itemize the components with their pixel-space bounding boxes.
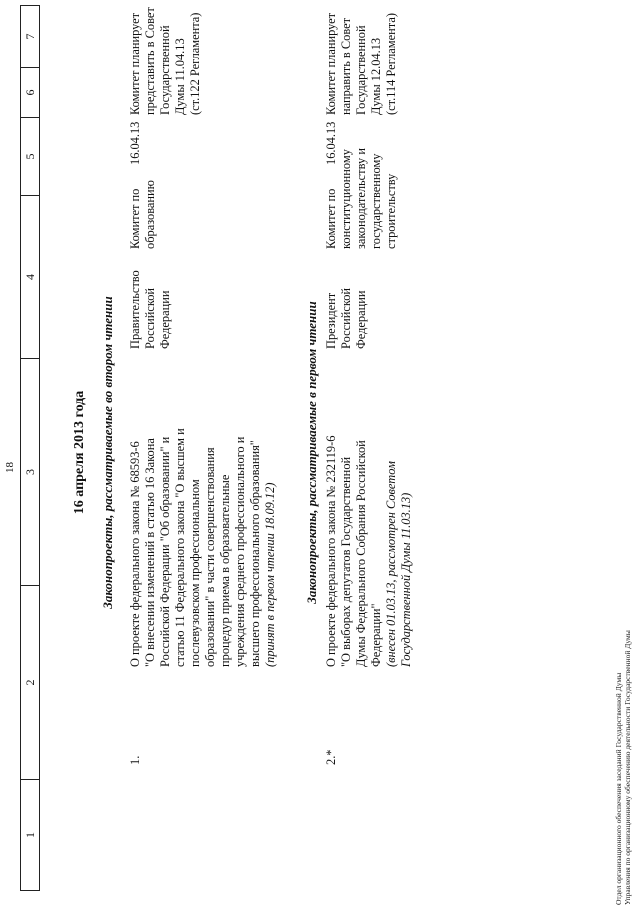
committee-line: Комитет по	[324, 188, 338, 249]
bill-title-line: высшего профессионального образования"	[248, 440, 262, 667]
bill-title-line: Российской Федерации "Об образовании" и	[158, 436, 172, 667]
decision-line: Государственной	[354, 25, 368, 115]
initiator-line: Правительство	[128, 270, 142, 349]
bill-note: Государственной Думы 11.03.13)	[399, 492, 413, 667]
bill-note: (принят в первом чтении 18.09.12)	[263, 482, 277, 667]
bill-title-line: Думы Федерального Собрания Российской	[354, 440, 368, 667]
row-number: 1.	[128, 755, 142, 765]
review-date: 16.04.13	[128, 121, 142, 165]
committee-line: строительству	[384, 173, 398, 249]
committee-line: образованию	[143, 180, 157, 249]
row-number: 2.*	[324, 749, 338, 765]
decision-line: направить в Совет	[339, 17, 353, 115]
bill-title-line: образовании" в части совершенствования	[203, 447, 217, 667]
column-header-6: 6	[20, 67, 40, 117]
column-header-4: 4	[20, 195, 40, 358]
bill-title-line: процедур приема в образовательные	[218, 474, 232, 667]
initiator	[128, 239, 173, 349]
bill-title-line: "О внесении изменений в статью 16 Закона	[143, 438, 157, 667]
decision-line: Думы 11.04.13	[173, 38, 187, 115]
section-heading-second-reading: Законопроекты, рассматриваемые во втором чтении	[100, 296, 115, 609]
footer-line: Управления по организационному обеспечению деятельности Государственной Думы	[623, 630, 632, 905]
bill-title-line: О проекте федерального закона № 232119-6	[324, 435, 338, 667]
decision-line: Комитет планирует	[324, 12, 338, 115]
bill-title-line: "О выборах депутатов Государственной	[339, 456, 353, 667]
bill-title-line: учреждения среднего профессионального и	[233, 436, 247, 667]
decision-line: Думы 12.04.13	[369, 37, 383, 115]
initiator-line: Федерации	[158, 290, 172, 349]
committee-line: конституционному	[339, 149, 353, 249]
bill-title-line: Федерации"	[369, 603, 383, 667]
decision-line: (ст.122 Регламента)	[188, 12, 202, 115]
decision-line: Комитет планирует	[128, 12, 142, 115]
decision-line: (ст.114 Регламента)	[384, 13, 398, 115]
committee-line: государственному	[369, 153, 383, 249]
column-header-3: 3	[20, 358, 40, 585]
column-header-1: 1	[20, 779, 40, 891]
initiator-line: Президент	[324, 292, 338, 349]
bill-note: (внесен 01.03.13, рассмотрен Советом	[384, 461, 398, 667]
column-header-7: 7	[20, 5, 40, 67]
page-number: 18	[4, 462, 16, 473]
decision	[128, 0, 203, 115]
bill-title-line: О проекте федерального закона № 68593-6	[128, 441, 142, 667]
decision-line: представить в Совет	[143, 7, 157, 115]
section-heading-first-reading: Законопроекты, рассматриваемые в первом чтении	[304, 301, 319, 604]
bill-title-line: послевузовском профессиональном	[188, 479, 202, 667]
initiator-line: Федерации	[354, 290, 368, 349]
initiator	[324, 239, 369, 349]
date-heading: 16 апреля 2013 года	[72, 390, 87, 515]
column-header-2: 2	[20, 585, 40, 779]
review-date: 16.04.13	[324, 121, 338, 165]
initiator-line: Российской	[143, 287, 157, 349]
decision	[324, 0, 399, 115]
initiator-line: Российской	[339, 287, 353, 349]
column-header-5: 5	[20, 117, 40, 195]
committee-line: Комитет по	[128, 188, 142, 249]
bill-title	[324, 367, 414, 667]
decision-line: Государственной	[158, 25, 172, 115]
bill-title-line: статью 11 Федерального закона "О высшем и	[173, 428, 187, 667]
bill-title	[128, 367, 278, 667]
committee-line: законодательству и	[354, 148, 368, 249]
footer-line: Отдел организационного обеспечения заседаний Государственной Думы	[614, 672, 623, 905]
